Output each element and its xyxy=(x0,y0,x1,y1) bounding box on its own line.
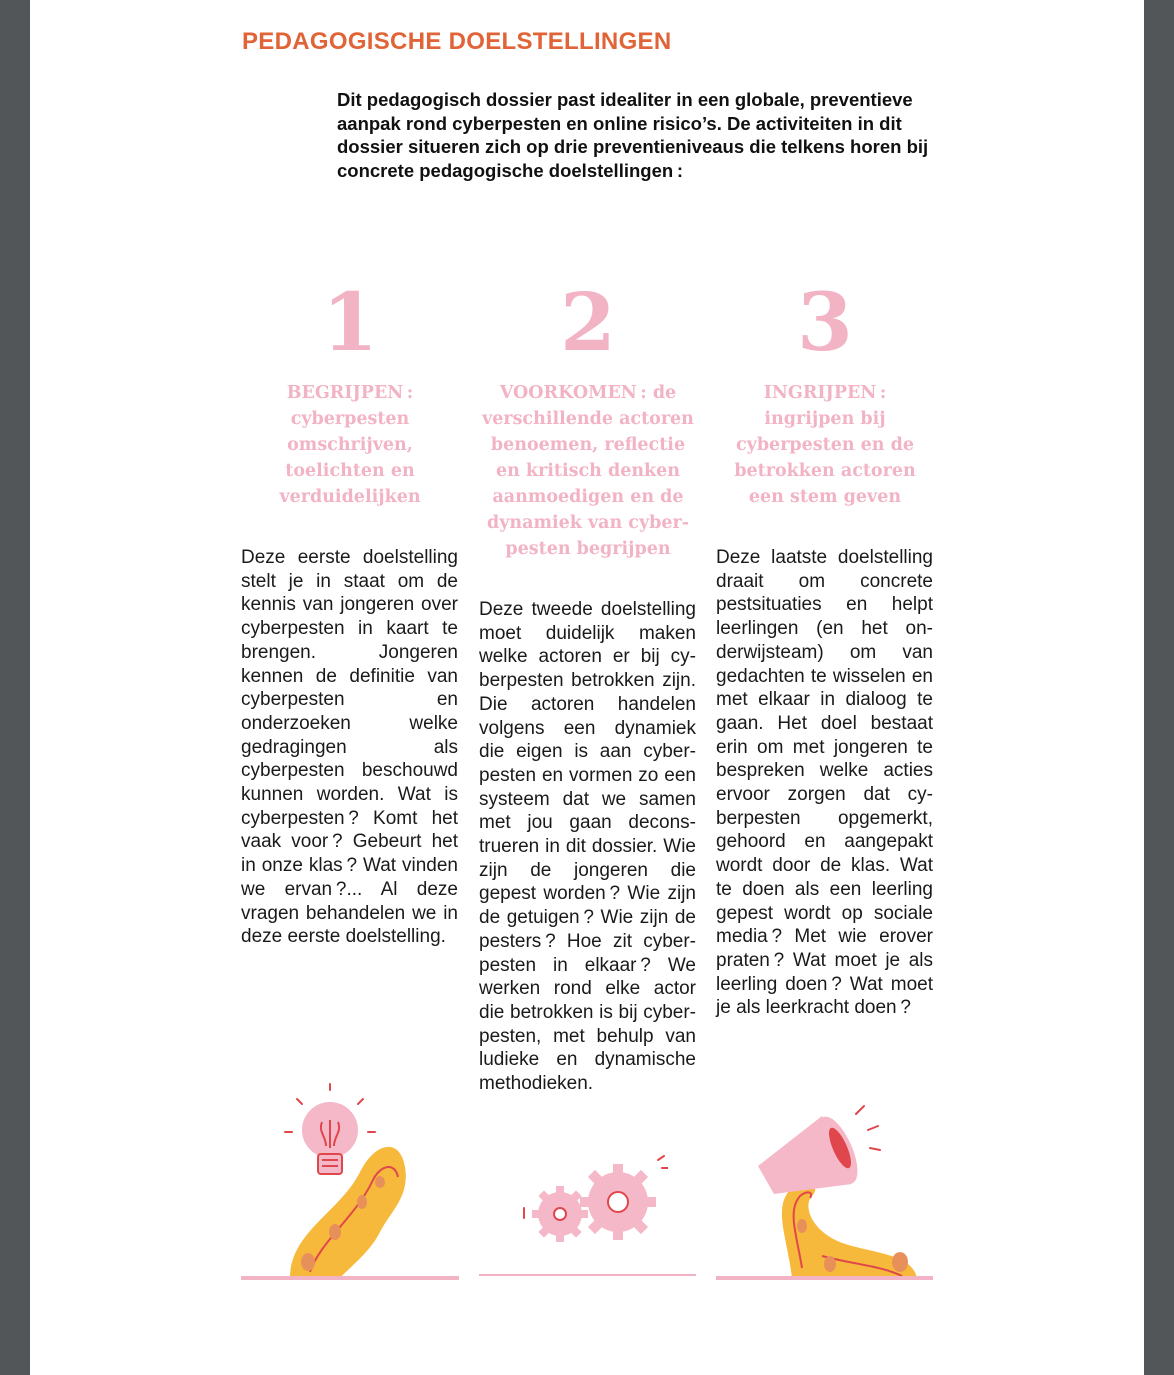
page-title: PEDAGOGISCHE DOELSTELLINGEN xyxy=(242,28,672,55)
objective-heading: INGRIJPEN : ingrijpen bij cyberpesten en de betrokken actoren een stem geven xyxy=(734,383,916,507)
objective-body: Deze tweede doelstelling moet duidelijk maken welke actoren er bij cyberpesten betrokken zijn. Die actoren handelen volgens een dynamiek die eigen is aan cyberpesten en vormen zo een systeem dat we samen met jou gaan deconstrueren in dit dossier. Wie zijn de jongeren die gepest worden ? Wie zijn de getuigen ? Wie zijn de pesters ? Hoe zit cyberpesten in elkaar ? We werken rond elke actor die betrokken is bij cyberpesten, met behulp van ludieke en dynamische methodieken. xyxy=(479,599,696,1095)
objective-heading: VOORKOMEN : de verschillende actoren benoemen, reflectie en kritisch denken aanmoedigen en de dynamiek van cyberpesten begrijpen xyxy=(482,383,694,559)
ground-line xyxy=(241,1276,459,1280)
tentacle-icon xyxy=(290,1147,406,1278)
ground-line xyxy=(479,1274,696,1276)
objective-column-2 xyxy=(479,272,697,1095)
megaphone-icon xyxy=(758,1106,880,1194)
gears-illustration xyxy=(518,1152,668,1252)
lightbulb-tentacle-illustration xyxy=(280,1082,430,1280)
objective-number: 3 xyxy=(797,275,853,369)
objective-body: Deze eerste doelstelling stelt je in staat om de kennis van jongeren over cyberpesten in kaart te brengen. Jongeren kennen de definitie van cyberpesten en onderzoeken welke gedragingen als cyberpesten beschouwd kunnen worden. Wat is cyberpesten ? Komt het vaak voor ? Gebeurt het in onze klas ? Wat vinden we ervan ?... Al deze vragen behandelen we in deze eerste doelstelling. xyxy=(241,547,458,948)
small-gear-icon xyxy=(532,1186,588,1242)
objective-number: 2 xyxy=(560,275,616,369)
objective-number: 1 xyxy=(322,275,378,369)
lightbulb-icon xyxy=(285,1084,375,1174)
objective-heading: BEGRIJPEN : cyberpesten omschrijven, toelichten en verduidelijken xyxy=(279,383,421,507)
objective-column-3 xyxy=(716,272,934,1019)
intro-paragraph: Dit pedagogisch dossier past idealiter in een globale, preventieve aanpak rond cyberpesten en online risico’s. De activiteiten in dit dossier situeren zich op drie preventieniveaus die telkens horen bij concrete pedagogische doelstellingen : xyxy=(337,89,929,181)
ground-line xyxy=(716,1276,933,1280)
large-gear-icon xyxy=(580,1164,656,1240)
tentacle-icon xyxy=(782,1183,917,1278)
document-page xyxy=(30,0,1144,1375)
objective-column-1 xyxy=(241,272,459,948)
objective-body: Deze laatste doelstelling draait om concrete pestsituaties en helpt leerlingen (en het onderwijsteam) om van gedachten te wisselen en met elkaar in dialoog te gaan. Het doel bestaat erin om met jongeren te bespreken welke acties ervoor zorgen dat cyberpesten opgemerkt, gehoord en aangepakt wordt door de klas. Wat te doen als een leerling gepest wordt op sociale media ? Met wie erover praten ? Wat moet je als leerling doen ? Wat moet je als leerkracht doen ? xyxy=(716,547,933,1019)
megaphone-tentacle-illustration xyxy=(752,1096,922,1280)
